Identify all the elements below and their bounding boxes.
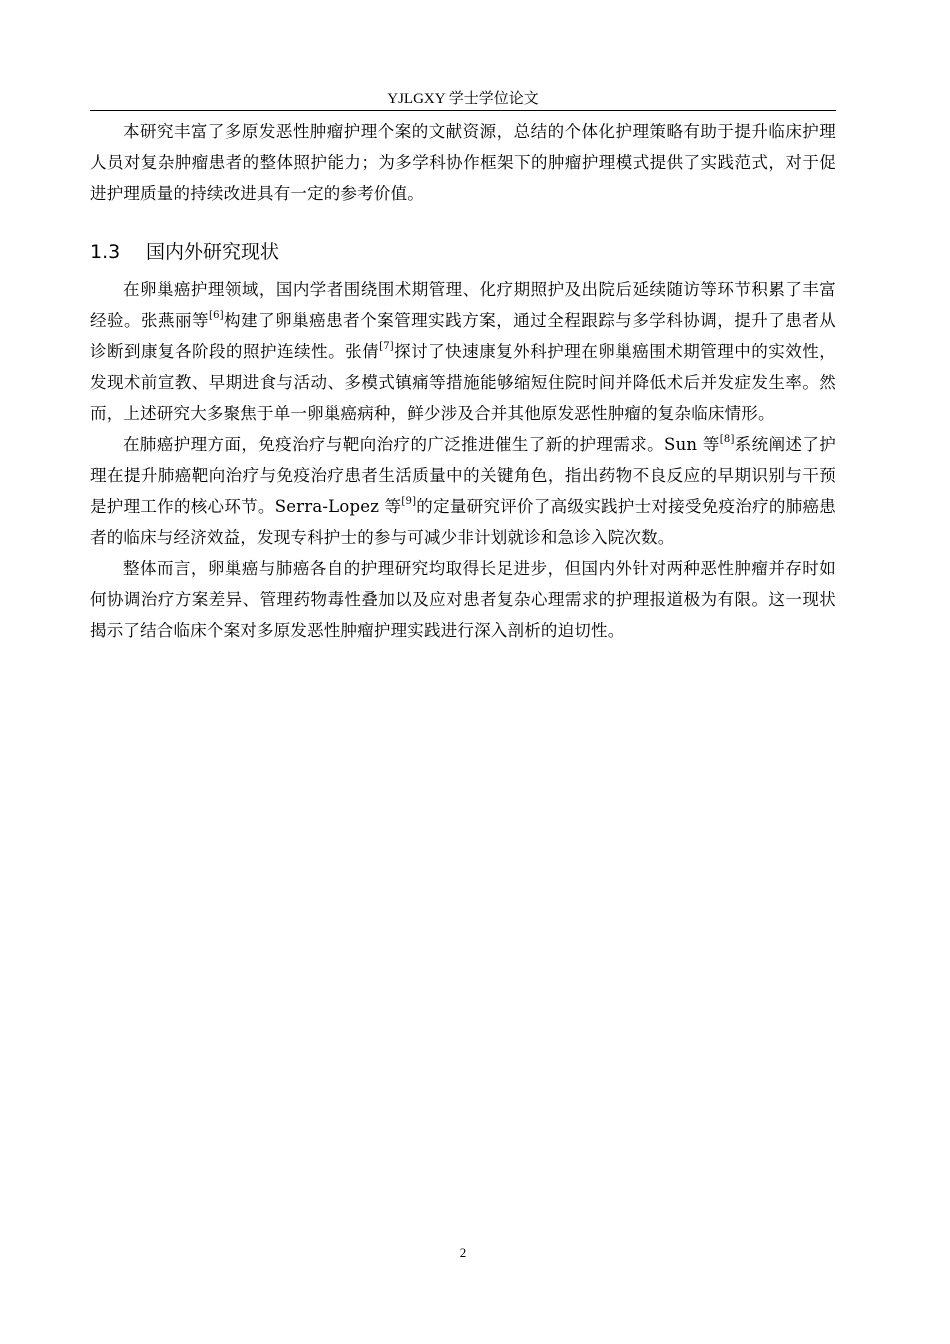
- paragraph-text: 在肺癌护理方面，免疫治疗与靶向治疗的广泛推进催生了新的护理需求。Sun 等: [123, 435, 720, 454]
- section-number: 1.3: [90, 241, 121, 263]
- citation-9[interactable]: [9]: [401, 495, 417, 507]
- citation-6[interactable]: [6]: [209, 309, 224, 321]
- citation-7[interactable]: [7]: [379, 340, 394, 352]
- page-number: 2: [459, 1245, 467, 1260]
- paragraph-summary: 整体而言，卵巢癌与肺癌各自的护理研究均取得长足进步，但国内外针对两种恶性肿瘤并存时如何协调治疗方案差异、管理药物毒性叠加以及应对患者复杂心理需求的护理报道极为有限。这一现状揭示了结合临床个案对多原发恶性肿瘤护理实践进行深入剖析的迫切性。: [90, 559, 836, 640]
- paragraph-ovarian-cancer: [90, 274, 836, 429]
- paragraph-text: 系统阐述了护理在提升肺癌靶向治疗与免疫治疗患者生活质量中的关键角色，指出药物不良反应的早期识别与干预是护理工作的核心环节。Serra-Lopez 等: [90, 435, 836, 516]
- running-header: YJLGXY 学士学位论文: [387, 91, 539, 107]
- paragraph-text: 的定量研究评价了高级实践护士对接受免疫治疗的肺癌患者的临床与经济效益，发现专科护士的参与可减少非计划就诊和急诊入院次数。: [90, 497, 837, 547]
- page-body: [90, 116, 836, 646]
- paragraph-text: 构建了卵巢癌患者个案管理实践方案，通过全程跟踪与多学科协调，提升了患者从诊断到康复各阶段的照护连续性。张倩: [90, 311, 837, 361]
- intro-paragraph: 本研究丰富了多原发恶性肿瘤护理个案的文献资源，总结的个体化护理策略有助于提升临床护理人员对复杂肿瘤患者的整体照护能力；为多学科协作框架下的肿瘤护理模式提供了实践范式，对于促进护理质量的持续改进具有一定的参考价值。: [90, 122, 836, 203]
- citation-8[interactable]: [8]: [719, 433, 735, 445]
- header-divider: [90, 110, 836, 111]
- paragraph-text: 探讨了快速康复外科护理在卵巢癌围术期管理中的实效性，发现术前宣教、早期进食与活动、多模式镇痛等措施能够缩短住院时间并降低术后并发症发生率。然而，上述研究大多聚焦于单一卵巢癌病种，鲜少涉及合并其他原发恶性肿瘤的复杂临床情形。: [90, 342, 836, 423]
- section-title: 国内外研究现状: [146, 241, 280, 263]
- paragraph-text: 在卵巢癌护理领域，国内学者围绕围术期管理、化疗期照护及出院后延续随访等环节积累了丰富经验。张燕丽等: [90, 280, 836, 330]
- paragraph-lung-cancer: [90, 429, 836, 553]
- section-heading: [90, 238, 836, 266]
